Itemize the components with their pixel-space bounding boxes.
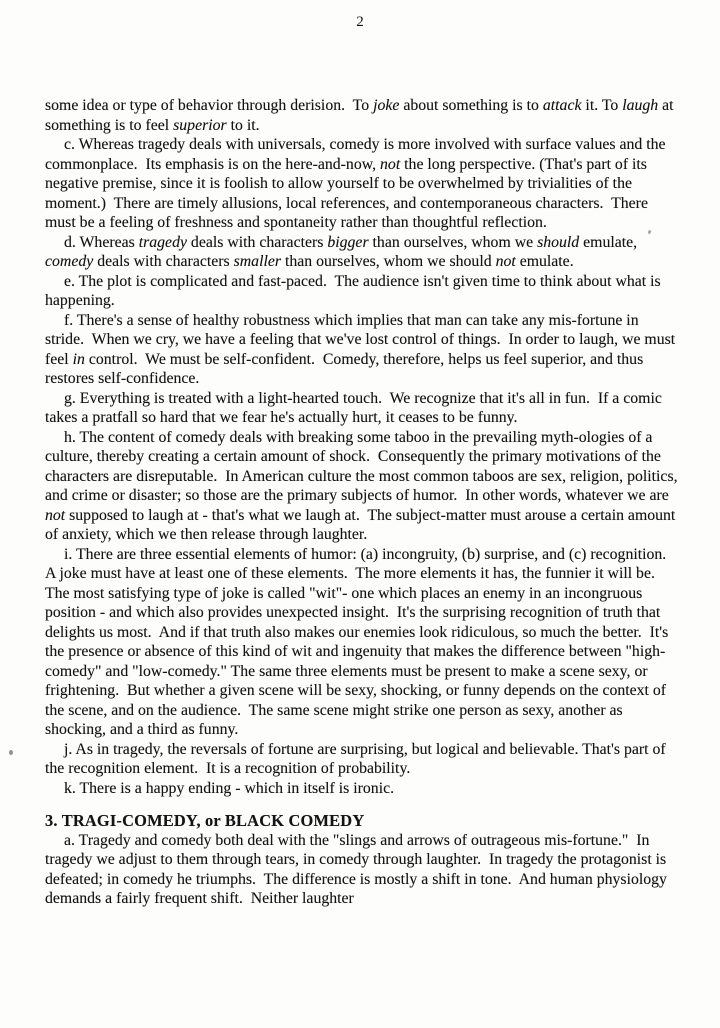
paragraph <box>45 831 679 909</box>
paragraph <box>45 389 679 428</box>
bold-text: 3. TRAGI-COMEDY, or BLACK COMEDY <box>45 811 365 830</box>
paragraph <box>45 272 679 311</box>
text-run: h. The content of comedy deals with breaking some taboo in the prevailing myth-ologies of a culture, thereby creating a certain amount of shock. Consequently the primary motivations of the characters are disreputable. In American culture the most common taboos are sex, religion, politics, and crime or disaster; so those are the primary subjects of humor. In other words, whatever we are <box>45 428 682 504</box>
text-run: it. To <box>581 97 623 114</box>
text-run: g. Everything is treated with a light-hearted touch. We recognize that it's all in fun. If a comic takes a pratfall so hard that we fear he's actually hurt, it ceases to be funny. <box>45 389 666 426</box>
italic-text: attack <box>542 97 582 114</box>
text-run: i. There are three essential elements of humor: (a) incongruity, (b) surprise, and (c) recognition. A joke must have at least one of these elements. The more elements it has, the funnier it will be. The most satisfying type of joke is called "wit"- one which places an enemy in an incongruous position - and which also provides unexpected insight. It's the surprising recognition of truth that delights us most. And if that truth also makes our enemies look ridiculous, so much the better. It's the presence or absence of this kind of wit and ingenuity that makes the difference between "high-comedy" and "low-comedy." The same three elements must be present to make a scene sexy, or frightening. But whether a given scene will be sexy, shocking, or funny depends on the context of the scene, and on the audience. The same scene might strike one person as sexy, another as shocking, and a third as funny. <box>45 545 674 738</box>
section-heading <box>45 811 679 831</box>
text-run: d. Whereas <box>64 233 139 251</box>
paragraph <box>45 96 679 135</box>
italic-text: not <box>495 253 516 270</box>
paragraph <box>45 428 682 545</box>
text-run: some idea or type of behavior through derision. To <box>45 97 374 114</box>
text-run: than ourselves, whom we should <box>281 253 496 270</box>
text-run: e. The plot is complicated and fast-paced. The audience isn't given time to think about what is happening. <box>45 272 665 309</box>
italic-text: not <box>45 506 66 524</box>
italic-text: bigger <box>327 233 369 251</box>
italic-text: comedy <box>45 253 94 270</box>
text-run: emulate, <box>579 233 642 251</box>
italic-text: should <box>537 233 580 251</box>
scan-speck <box>9 750 13 755</box>
text-run: k. There is a happy ending - which in itself is ironic. <box>64 779 395 797</box>
text-run: deals with characters <box>93 253 234 270</box>
italic-text: in <box>72 350 85 368</box>
text-run: j. As in tragedy, the reversals of fortune are surprising, but logical and believable. That's part of the recognition element. It is a recognition of probability. <box>45 740 670 777</box>
italic-text: smaller <box>233 253 282 270</box>
italic-text: superior <box>173 116 227 134</box>
text-run: f. There's a sense of healthy robustness which implies that man can take any mis-fortune in stride. When we cry, we have a feeling that we've lost control of things. In order to laugh, we must feel <box>45 311 680 368</box>
text-run: to it. <box>226 116 260 134</box>
paragraph <box>45 545 679 740</box>
text-run: supposed to laugh at - that's what we laugh at. The subject-matter must arouse a certain amount of anxiety, which we then release through laughter. <box>45 506 680 543</box>
text-run: control. We must be self-confident. Comedy, therefore, helps us feel superior, and thus restores self-confidence. <box>45 350 648 387</box>
paragraph <box>45 135 679 233</box>
text-run: emulate. <box>515 253 574 270</box>
italic-text: laugh <box>622 97 659 114</box>
document-body <box>45 96 682 909</box>
paragraph <box>45 779 679 799</box>
text-run: a. Tragedy and comedy both deal with the "slings and arrows of outrageous mis-fortune." In tragedy we adjust to them through tears, in comedy through laughter. In tragedy the protagonist is defeated; in comedy he triumphs. The difference is mostly a shift in tone. And human physiology demands a fairly frequent shift. Neither laughter <box>45 831 671 907</box>
paragraph <box>45 233 679 272</box>
text-run: than ourselves, whom we <box>368 233 538 251</box>
text-run: c. Whereas tragedy deals with universals, comedy is more involved with surface values and the commonplace. Its emphasis is on the here-and-now, <box>45 136 670 173</box>
italic-text: not <box>380 155 401 173</box>
text-run: about something is to <box>399 97 543 114</box>
text-run: deals with characters <box>186 233 328 251</box>
page-number: 2 <box>356 14 364 30</box>
italic-text: joke <box>373 97 400 114</box>
text-run: at something is to feel <box>45 97 678 134</box>
paragraph <box>45 311 679 389</box>
text-run: the long perspective. (That's part of its negative premise, since it is foolish to allow yourself to be overwhelmed by trivialities of the moment.) There are timely allusions, local references, and contemporaneous characters. There must be a feeling of freshness and spontaneity rather than thoughtful reflection. <box>45 155 652 231</box>
paragraph <box>45 740 679 779</box>
italic-text: tragedy <box>138 233 187 251</box>
